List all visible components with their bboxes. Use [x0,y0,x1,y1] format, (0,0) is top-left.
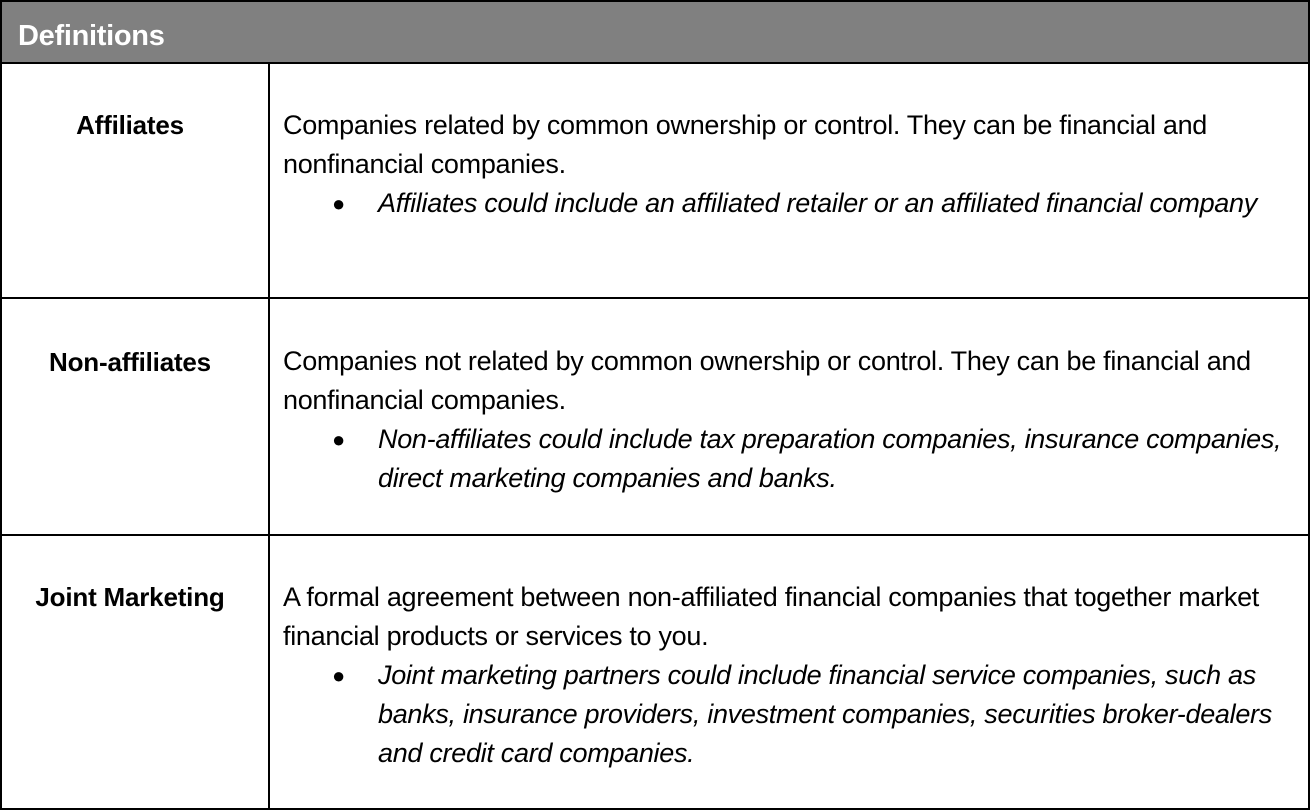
definition-text: Companies not related by common ownership or control. They can be financial and nonfinancial companies. [283,346,1251,415]
row-divider [2,534,1308,536]
term-joint-marketing: Joint Marketing [35,582,225,612]
bullet-item [283,184,1293,223]
definition-joint-marketing [283,578,1293,773]
term-affiliates: Affiliates [76,110,184,140]
bullet-icon: ● [332,191,345,216]
table-header [2,2,1308,64]
bullet-text: Non-affiliates could include tax preparation companies, insurance companies, direct marketing companies and banks. [378,424,1282,493]
definition-affiliates [283,106,1293,223]
table-title: Definitions [18,20,165,52]
bullet-icon: ● [332,663,345,688]
bullet-icon: ● [332,427,345,452]
bullet-text: Affiliates could include an affiliated retailer or an affiliated financial company [378,188,1257,218]
bullet-text: Joint marketing partners could include financial service companies, such as banks, insurance providers, investment companies, securities broker-dealers and credit card companies. [378,660,1272,768]
bullet-item [283,420,1293,498]
row-divider [2,297,1308,299]
column-divider [268,64,270,810]
definition-text: A formal agreement between non-affiliated financial companies that together market financial products or services to you. [283,582,1259,651]
definition-text: Companies related by common ownership or control. They can be financial and nonfinancial companies. [283,110,1208,179]
bullet-item [283,656,1293,773]
definition-non-affiliates [283,342,1293,498]
term-non-affiliates: Non-affiliates [49,347,211,377]
